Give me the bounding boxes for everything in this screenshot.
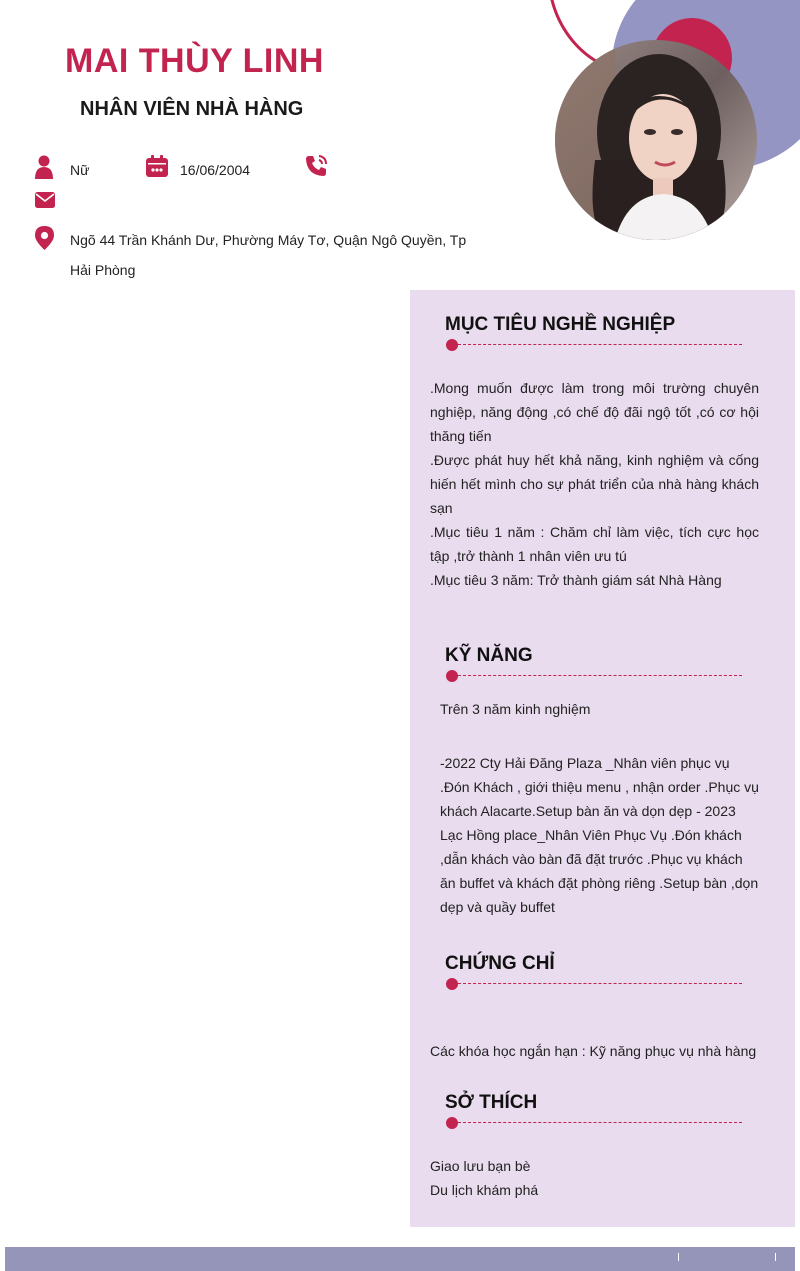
section-divider bbox=[446, 339, 742, 351]
skills-summary: Trên 3 năm kinh nghiệm bbox=[440, 701, 591, 717]
section-divider bbox=[446, 1117, 742, 1129]
mail-icon bbox=[35, 190, 55, 210]
section-title-hobbies: SỞ THÍCH bbox=[445, 1092, 538, 1113]
calendar-icon bbox=[146, 155, 168, 177]
hobby-item: Du lịch khám phá bbox=[430, 1182, 539, 1198]
user-icon bbox=[35, 155, 53, 179]
footer-bar bbox=[5, 1247, 795, 1271]
objective-item: .Mục tiêu 1 năm : Chăm chỉ làm việc, tích cực học tập ,trở thành 1 nhân viên ưu tú bbox=[430, 524, 759, 564]
section-title-objective: MỤC TIÊU NGHỀ NGHIỆP bbox=[445, 314, 676, 335]
objective-item: .Mục tiêu 3 năm: Trở thành giám sát Nhà Hàng bbox=[430, 572, 722, 588]
footer-tick bbox=[678, 1253, 679, 1261]
hobby-list bbox=[430, 1154, 750, 1202]
phone-icon bbox=[304, 154, 328, 178]
candidate-name: MAI THÙY LINH bbox=[65, 42, 324, 80]
hobby-item: Giao lưu bạn bè bbox=[430, 1158, 531, 1174]
objective-list bbox=[430, 376, 759, 592]
section-divider bbox=[446, 978, 742, 990]
location-pin-icon bbox=[35, 226, 54, 250]
birth-date-value: 16/06/2004 bbox=[180, 162, 251, 178]
section-title-skills: KỸ NĂNG bbox=[445, 645, 533, 666]
objective-item: .Mong muốn được làm trong môi trường chuyên nghiệp, năng động ,có chế độ đãi ngộ tốt ,có cơ hội thăng tiến bbox=[430, 380, 759, 444]
certificate-text: Các khóa học ngắn hạn : Kỹ năng phục vụ nhà hàng bbox=[430, 1043, 757, 1059]
skills-detail: -2022 Cty Hải Đăng Plaza _Nhân viên phục vụ .Đón Khách , giới thiệu menu , nhận order .Phục vụ khách Alacarte.Setup bàn ăn và dọn dẹp - 2023 Lạc Hồng place_Nhân Viên Phục Vụ .Đón khách ,dẫn khách vào bàn đã đặt trước .Phục vụ khách ăn buffet và khách đặt phòng riêng .Setup bàn ,dọn dẹp và quầy buffet bbox=[440, 755, 759, 915]
profile-photo bbox=[555, 40, 757, 240]
gender-value: Nữ bbox=[70, 162, 90, 178]
section-divider bbox=[446, 670, 742, 682]
footer-tick bbox=[775, 1253, 776, 1261]
address-value: Ngõ 44 Trần Khánh Dư, Phường Máy Tơ, Quận Ngô Quyền, Tp Hải Phòng bbox=[70, 232, 467, 278]
section-title-certificates: CHỨNG CHỈ bbox=[445, 953, 555, 974]
job-title: NHÂN VIÊN NHÀ HÀNG bbox=[80, 98, 304, 120]
objective-item: .Được phát huy hết khả năng, kinh nghiệm và cống hiến hết mình cho sự phát triển của nhà hàng khách sạn bbox=[430, 452, 759, 516]
